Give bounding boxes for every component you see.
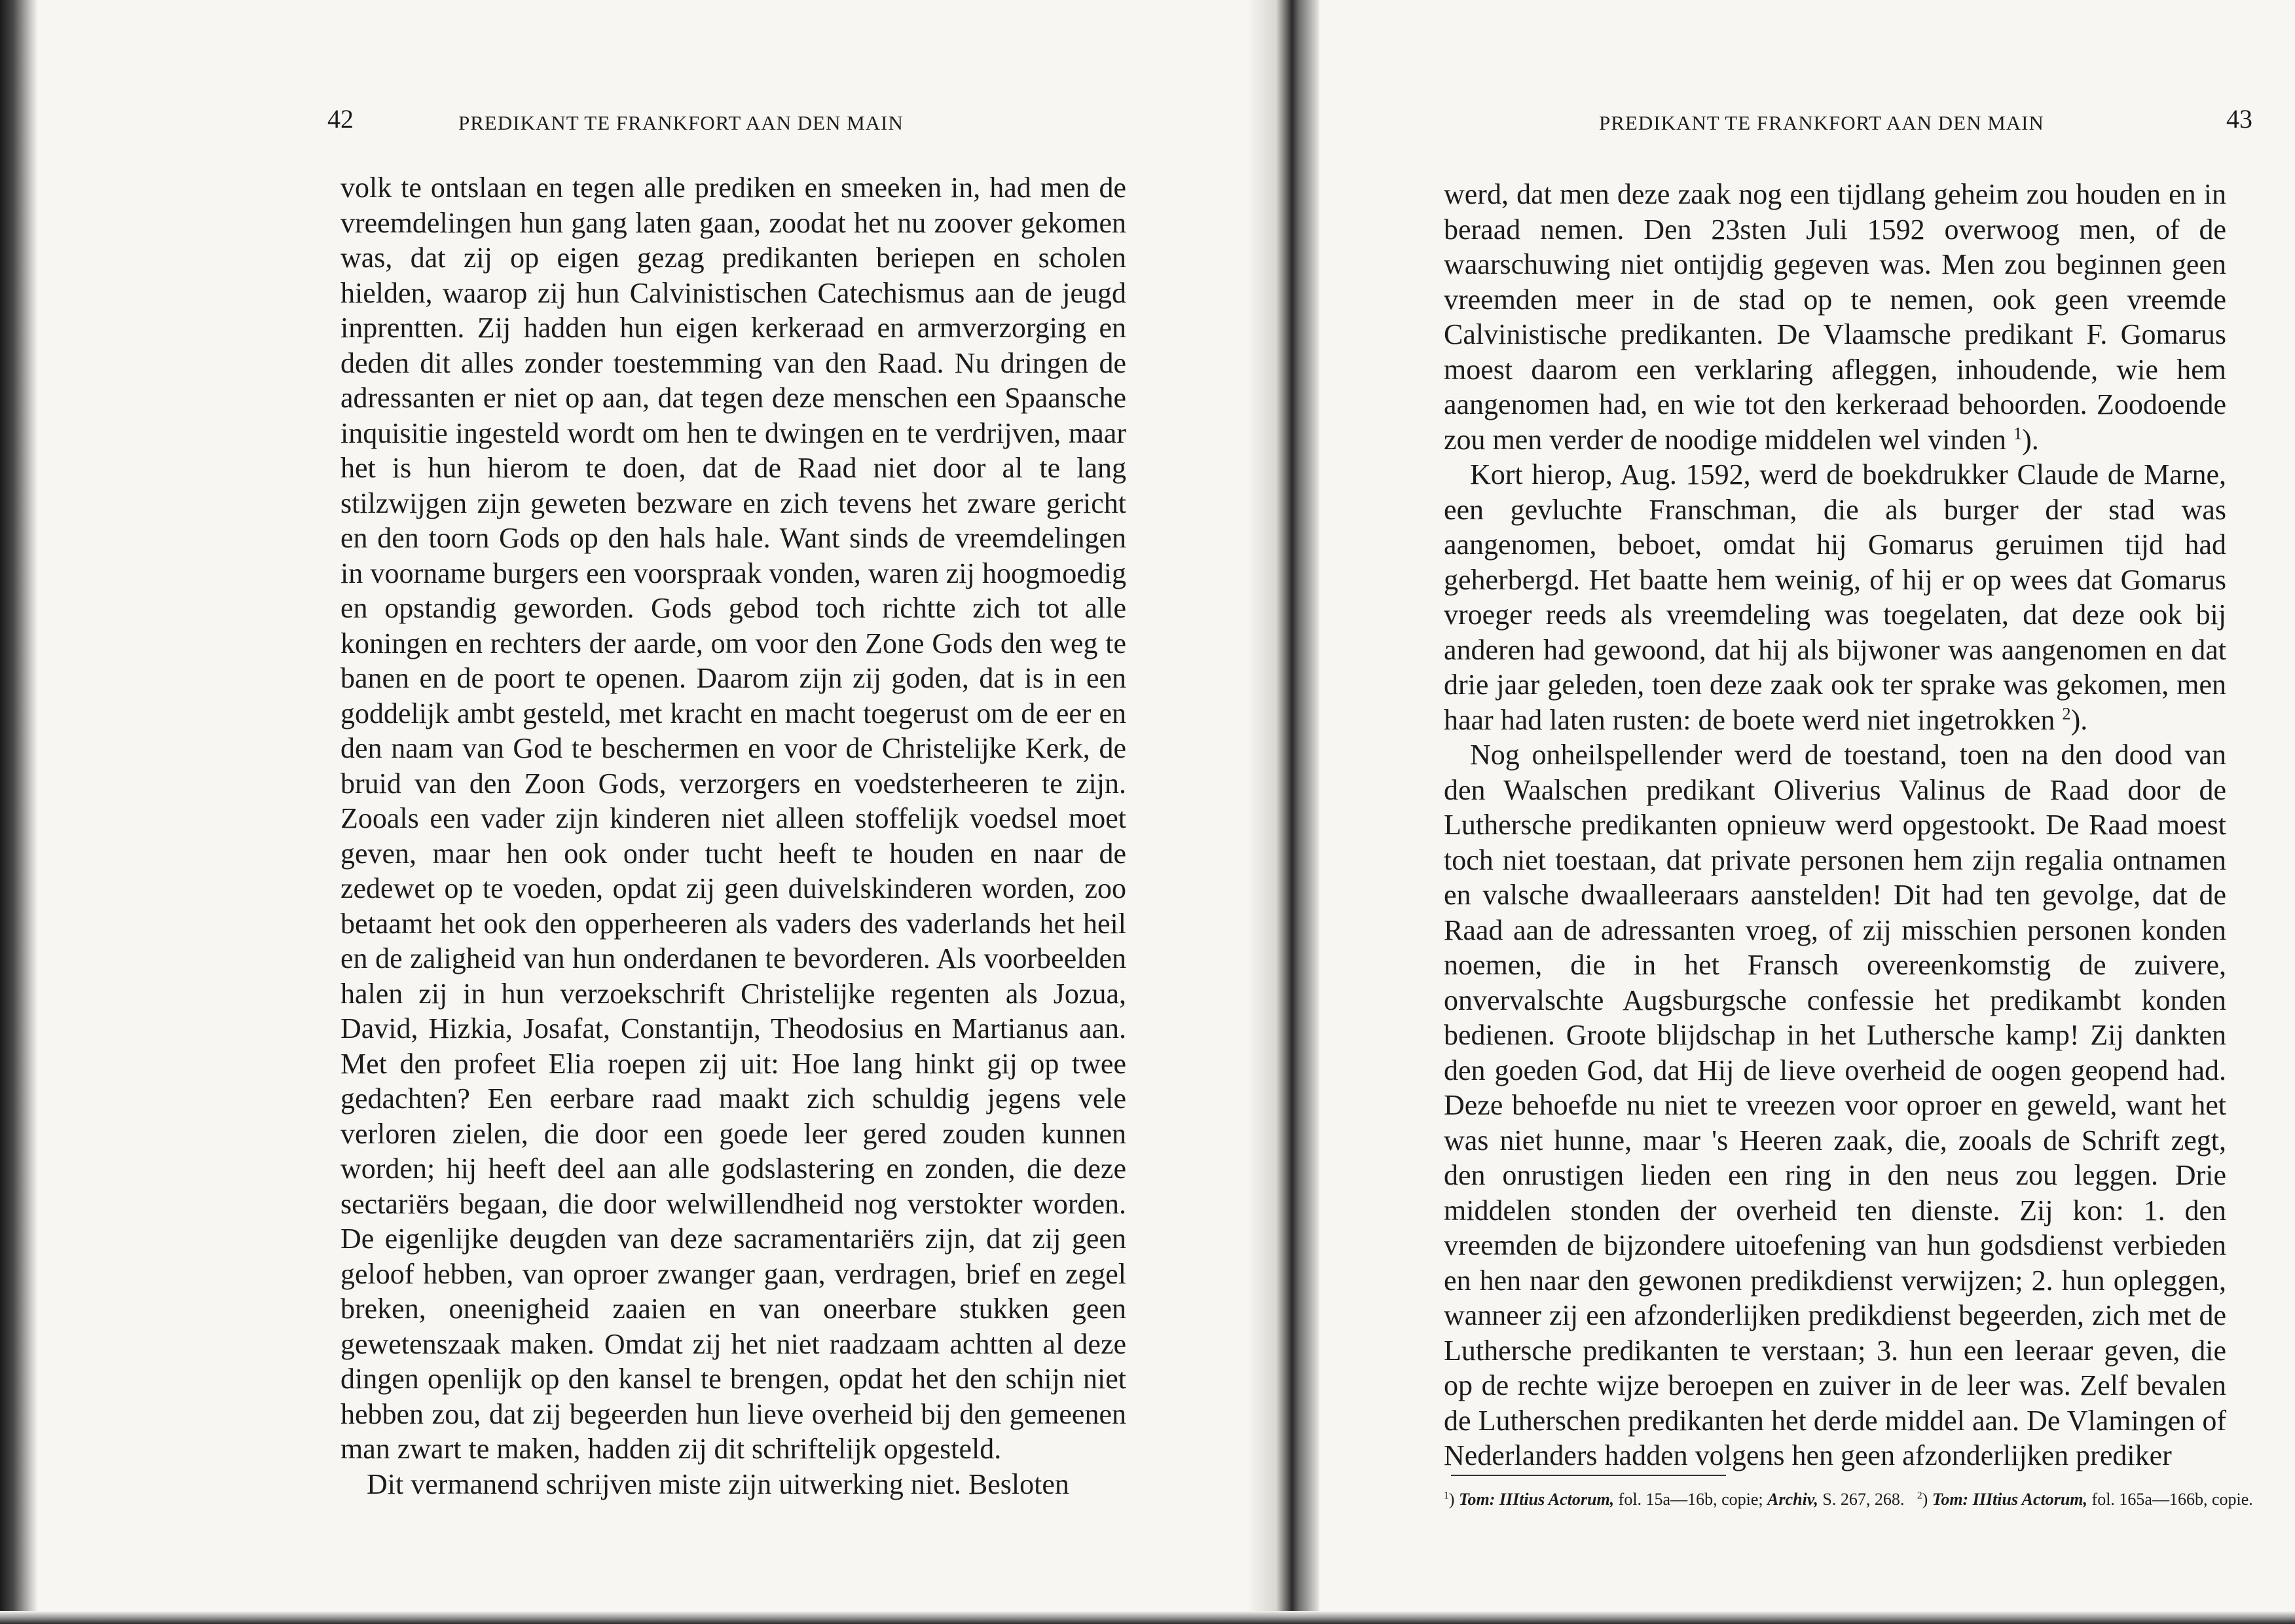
footnote-text: S. 267, 268. (1822, 1490, 1905, 1509)
footnote-mark: 1 (1444, 1490, 1449, 1502)
page-edge-shadow (0, 0, 38, 1624)
right-page (1277, 0, 2295, 1624)
book-gutter (1247, 0, 1319, 1624)
footnote-text: fol. 165a—166b, copie. (2091, 1490, 2253, 1509)
running-head: PREDIKANT TE FRANKFORT AAN DEN MAIN (458, 111, 904, 134)
footnote-ref: 2 (2062, 703, 2071, 723)
paragraph (1444, 457, 2226, 737)
footnote-source: Tom: IIItius Actorum, (1932, 1490, 2088, 1509)
footnote-text: fol. 15a—16b, copie; (1618, 1490, 1763, 1509)
page-number: 43 (2226, 104, 2252, 134)
footnote-ref: 1 (2013, 422, 2023, 443)
paragraph-text: werd, dat men deze zaak nog een tijdlang geheim zou houden en in beraad nemen. Den 23sten Juli 1592 overwoog men, of de waarschuwing niet ontijdig gegeven was. Men zou beginnen geen vreemden meer in de stad op te nemen, ook geen vreemde Calvinistische predikanten. De Vlaamsche predikant F. Gomarus moest daarom een verklaring afleggen, inhoudende, wie hem aangenomen had, en wie tot den kerkeraad behoorden. Zoodoende zou men verder de noodige middelen wel vinden (1444, 178, 2226, 456)
paragraph: Nog onheilspellender werd de toestand, toen na den dood van den Waalschen predikant Oliverius Valinus de Raad door de Luthersche predikanten opnieuw werd opgestookt. De Raad moest toch niet toestaan, dat private personen hem zijn regalia ontnamen en valsche dwaalleeraars aanstelden! Dit had ten gevolge, dat de Raad aan de adressanten vroeg, of zij misschien personen konden noemen, die in het Fransch overeenkomstig de zuivere, onvervalschte Augsburgsche confessie het predikambt konden bedienen. Groote blijdschap in het Luthersche kamp! Zij dankten den goeden God, dat Hij de lieve overheid de oogen geopend had. Deze behoefde nu niet te vreezen voor oproer en geweld, want het was niet hunne, maar 's Heeren zaak, die, zooals de Schrift zegt, den onrustigen lieden een ring in den neus zou leggen. Drie middelen stonden der overheid ten dienste. Zij kon: 1. den vreemden de bijzondere uitoefening van hun godsdienst verbieden en hen naar den gewonen predikdienst verwijzen; 2. hun opleggen, wanneer zij een afzonderlijken predikdienst begeerden, zich met de Luthersche predikanten te verstaan; 3. hun een leeraar geven, die op de rechte wijze beroepen en zuiver in de leer was. Zelf bevalen de Lutherschen predikanten het derde middel aan. De Vlamingen of Nederlanders hadden volgens hen geen afzonderlijken prediker (1444, 739, 2226, 1471)
footnote-rule (1451, 1475, 1726, 1476)
body-text (340, 170, 1126, 1502)
paragraph (1444, 177, 2226, 457)
footnote-ref-tail: ). (2070, 703, 2088, 736)
footnote-archive: Archiv, (1767, 1490, 1818, 1509)
page-number: 42 (327, 104, 354, 134)
paragraph: Dit vermanend schrijven miste zijn uitwerking niet. Besloten (367, 1467, 1069, 1500)
footnotes: $^1$) Tom: IIItius Actorum, fol. 15a—16b, copie; Archiv, S. 267, 268. $^2$) Tom: IIItius Actorum, fol. 165a—166b, copie. (1444, 1490, 2253, 1509)
footnote-source: Tom: IIItius Actorum, (1458, 1490, 1615, 1509)
paragraph-text: Kort hierop, Aug. 1592, werd de boekdrukker Claude de Marne, een gevluchte Franschman, die als burger der stad was aangenomen, beboet, omdat hij Gomarus geruimen tijd had geherbergd. Het baatte hem weinig, of hij er op wees dat Gomarus vroeger reeds als vreemdeling was toegelaten, dat deze ook bij anderen had gewoond, dat hij als bijwoner was aangenomen en dat drie jaar geleden, toen deze zaak ook ter sprake was gekomen, men haar had laten rusten: de boete werd niet ingetrokken (1444, 458, 2226, 736)
paragraph: volk te ontslaan en tegen alle prediken en smeeken in, had men de vreemdelingen hun gang laten gaan, zoodat het nu zoover gekomen was, dat zij op eigen gezag predikanten beriepen en scholen hielden, waarop zij hun Calvinistischen Catechismus aan de jeugd inprentten. Zij hadden hun eigen kerkeraad en armverzorging en deden dit alles zonder toestemming van den Raad. Nu dringen de adressanten er niet op aan, dat tegen deze menschen een Spaansche inquisitie ingesteld wordt om hen te dwingen en te verdrijven, maar het is hun hierom te doen, dat de Raad niet door al te lang stilzwijgen zijn geweten bezware en zich tevens het zware gericht en den toorn Gods op den hals hale. Want sinds de vreemdelingen in voorname burgers een voorspraak vonden, waren zij hoogmoedig en opstandig geworden. Gods gebod toch richtte zich tot alle koningen en rechters der aarde, om voor den Zone Gods den weg te banen en de poort te openen. Daarom zijn zij goden, dat is in een goddelijk ambt gesteld, met kracht en macht toegerust om de eer en den naam van God te beschermen en voor de Christelijke Kerk, de bruid van den Zoon Gods, verzorgers en voedsterheeren te zijn. Zooals een vader zijn kinderen niet alleen stoffelijk voedsel moet geven, maar hen ook onder tucht heeft te houden en naar de zedewet op te voeden, opdat zij geen duivelskinderen worden, zoo betaamt het ook den opperheeren als vaders des vaderlands het heil en de zaligheid van hun onderdanen te bevorderen. Als voorbeelden halen zij in hun verzoekschrift Christelijke regenten als Jozua, David, Hizkia, Josafat, Constantijn, Theodosius en Martianus aan. Met den profeet Elia roepen zij uit: Hoe lang hinkt gij op twee gedachten? Een eerbare raad maakt zich schuldig jegens vele verloren zielen, die door een goede leer gered zouden kunnen worden; hij heeft deel aan alle godslastering en zonden, die deze sectariërs begaan, die door welwillendheid nog verstokter worden. De eigenlijke deugden van deze sacramentariërs zijn, dat zij geen geloof hebben, van oproer zwanger gaan, verdragen, brief en zegel breken, oneenigheid zaaien en van oneerbare stukken geen gewetenszaak maken. Omdat zij het niet raadzaam achtten al deze dingen openlijk op den kansel te brengen, opdat het den schijn niet hebben zou, dat zij begeerden hun lieve overheid bij den gemeenen man zwart te maken, hadden zij dit schriftelijk opgesteld. (340, 172, 1126, 1465)
body-text (1444, 177, 2226, 1473)
page-bottom-edge (0, 1611, 2295, 1624)
footnote-ref-tail: ). (2022, 423, 2039, 456)
running-head: PREDIKANT TE FRANKFORT AAN DEN MAIN (1599, 111, 2044, 134)
footnote-mark: 2 (1917, 1490, 1922, 1502)
